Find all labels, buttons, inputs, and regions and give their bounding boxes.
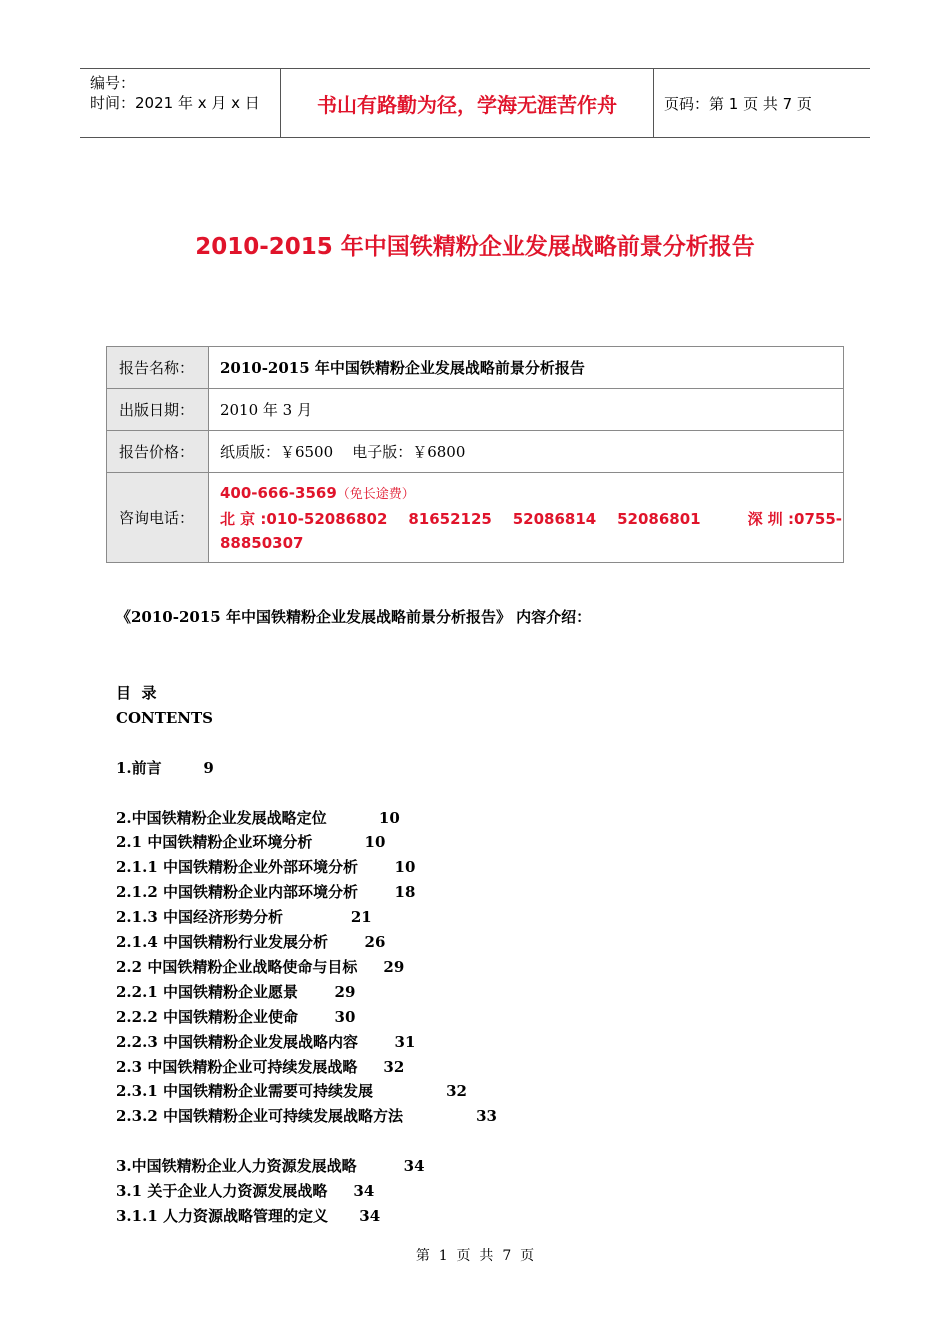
toc-item: 2.1.1 中国铁精粉企业外部环境分析 10 (116, 858, 416, 877)
toc-item: 2.2.3 中国铁精粉企业发展战略内容 31 (116, 1032, 416, 1051)
report-info-table (106, 346, 844, 563)
toc-item: 2.1.4 中国铁精粉行业发展分析 26 (116, 933, 386, 952)
toc-item: 2.2.1 中国铁精粉企业愿景 29 (116, 982, 356, 1001)
info-value-date: 2010 年 3 月 (208, 389, 843, 431)
toc-item: 2.1 中国铁精粉企业环境分析 10 (116, 833, 386, 852)
info-label: 咨询电话： (107, 473, 209, 563)
toc-item: 2.3.1 中国铁精粉企业需要可持续发展 32 (116, 1082, 467, 1101)
hotline-note: （免长途费） (336, 486, 415, 502)
report-title: 2010-2015 年中国铁精粉企业发展战略前景分析报告 (195, 234, 755, 260)
toc-item: 2.2.2 中国铁精粉企业使命 30 (116, 1007, 356, 1026)
phone-line-2: 北 京 :010-52086802 81652125 52086814 52086801 深 圳 :0755- (219, 509, 842, 528)
toc-item: 2.1.2 中国铁精粉企业内部环境分析 18 (116, 883, 416, 902)
toc-item: 2.2 中国铁精粉企业战略使命与目标 29 (116, 957, 405, 976)
toc-item: 2.1.3 中国经济形势分析 21 (116, 908, 372, 927)
info-row-date (107, 389, 844, 431)
header-page-info: 页码：第 1 页 共 7 页 (664, 94, 812, 113)
info-row-price (107, 431, 844, 473)
toc-item: 2.3.2 中国铁精粉企业可持续发展战略方法 33 (116, 1107, 497, 1126)
number-label: 编号： (90, 74, 136, 92)
content-intro: 《2010-2015 年中国铁精粉企业发展战略前景分析报告》 内容介绍： (116, 608, 592, 626)
page-footer: 第 1 页 共 7 页 (415, 1248, 535, 1264)
info-value-name: 2010-2015 年中国铁精粉企业发展战略前景分析报告 (208, 347, 843, 389)
toc-contents-label: CONTENTS (116, 708, 214, 727)
phone-line-3: 88850307 (219, 533, 304, 552)
info-value-phone (208, 473, 843, 563)
info-value-price: 纸质版：￥6500 电子版：￥6800 (208, 431, 843, 473)
toc-heading: 目 录 (116, 684, 157, 702)
toc-item: 2.中国铁精粉企业发展战略定位 10 (116, 808, 400, 827)
toc-item: 3.1 关于企业人力资源发展战略 34 (116, 1182, 375, 1201)
page-header (80, 68, 870, 138)
table-of-contents (116, 681, 497, 1229)
info-label: 报告名称： (107, 347, 209, 389)
info-label: 报告价格： (107, 431, 209, 473)
toc-item: 1.前言 9 (116, 758, 214, 777)
info-row-phone (107, 473, 844, 563)
info-row-name (107, 347, 844, 389)
toc-item: 3.1.1 人力资源战略管理的定义 34 (116, 1206, 381, 1225)
time-label: 时间：2021 年 x 月 x 日 (90, 94, 260, 112)
toc-item: 2.3 中国铁精粉企业可持续发展战略 32 (116, 1057, 405, 1076)
header-motto: 书山有路勤为径，学海无涯苦作舟 (281, 69, 654, 137)
header-meta (80, 69, 281, 137)
info-label: 出版日期： (107, 389, 209, 431)
hotline: 400-666-3569 (219, 483, 337, 502)
toc-item: 3.中国铁精粉企业人力资源发展战略 34 (116, 1157, 425, 1176)
